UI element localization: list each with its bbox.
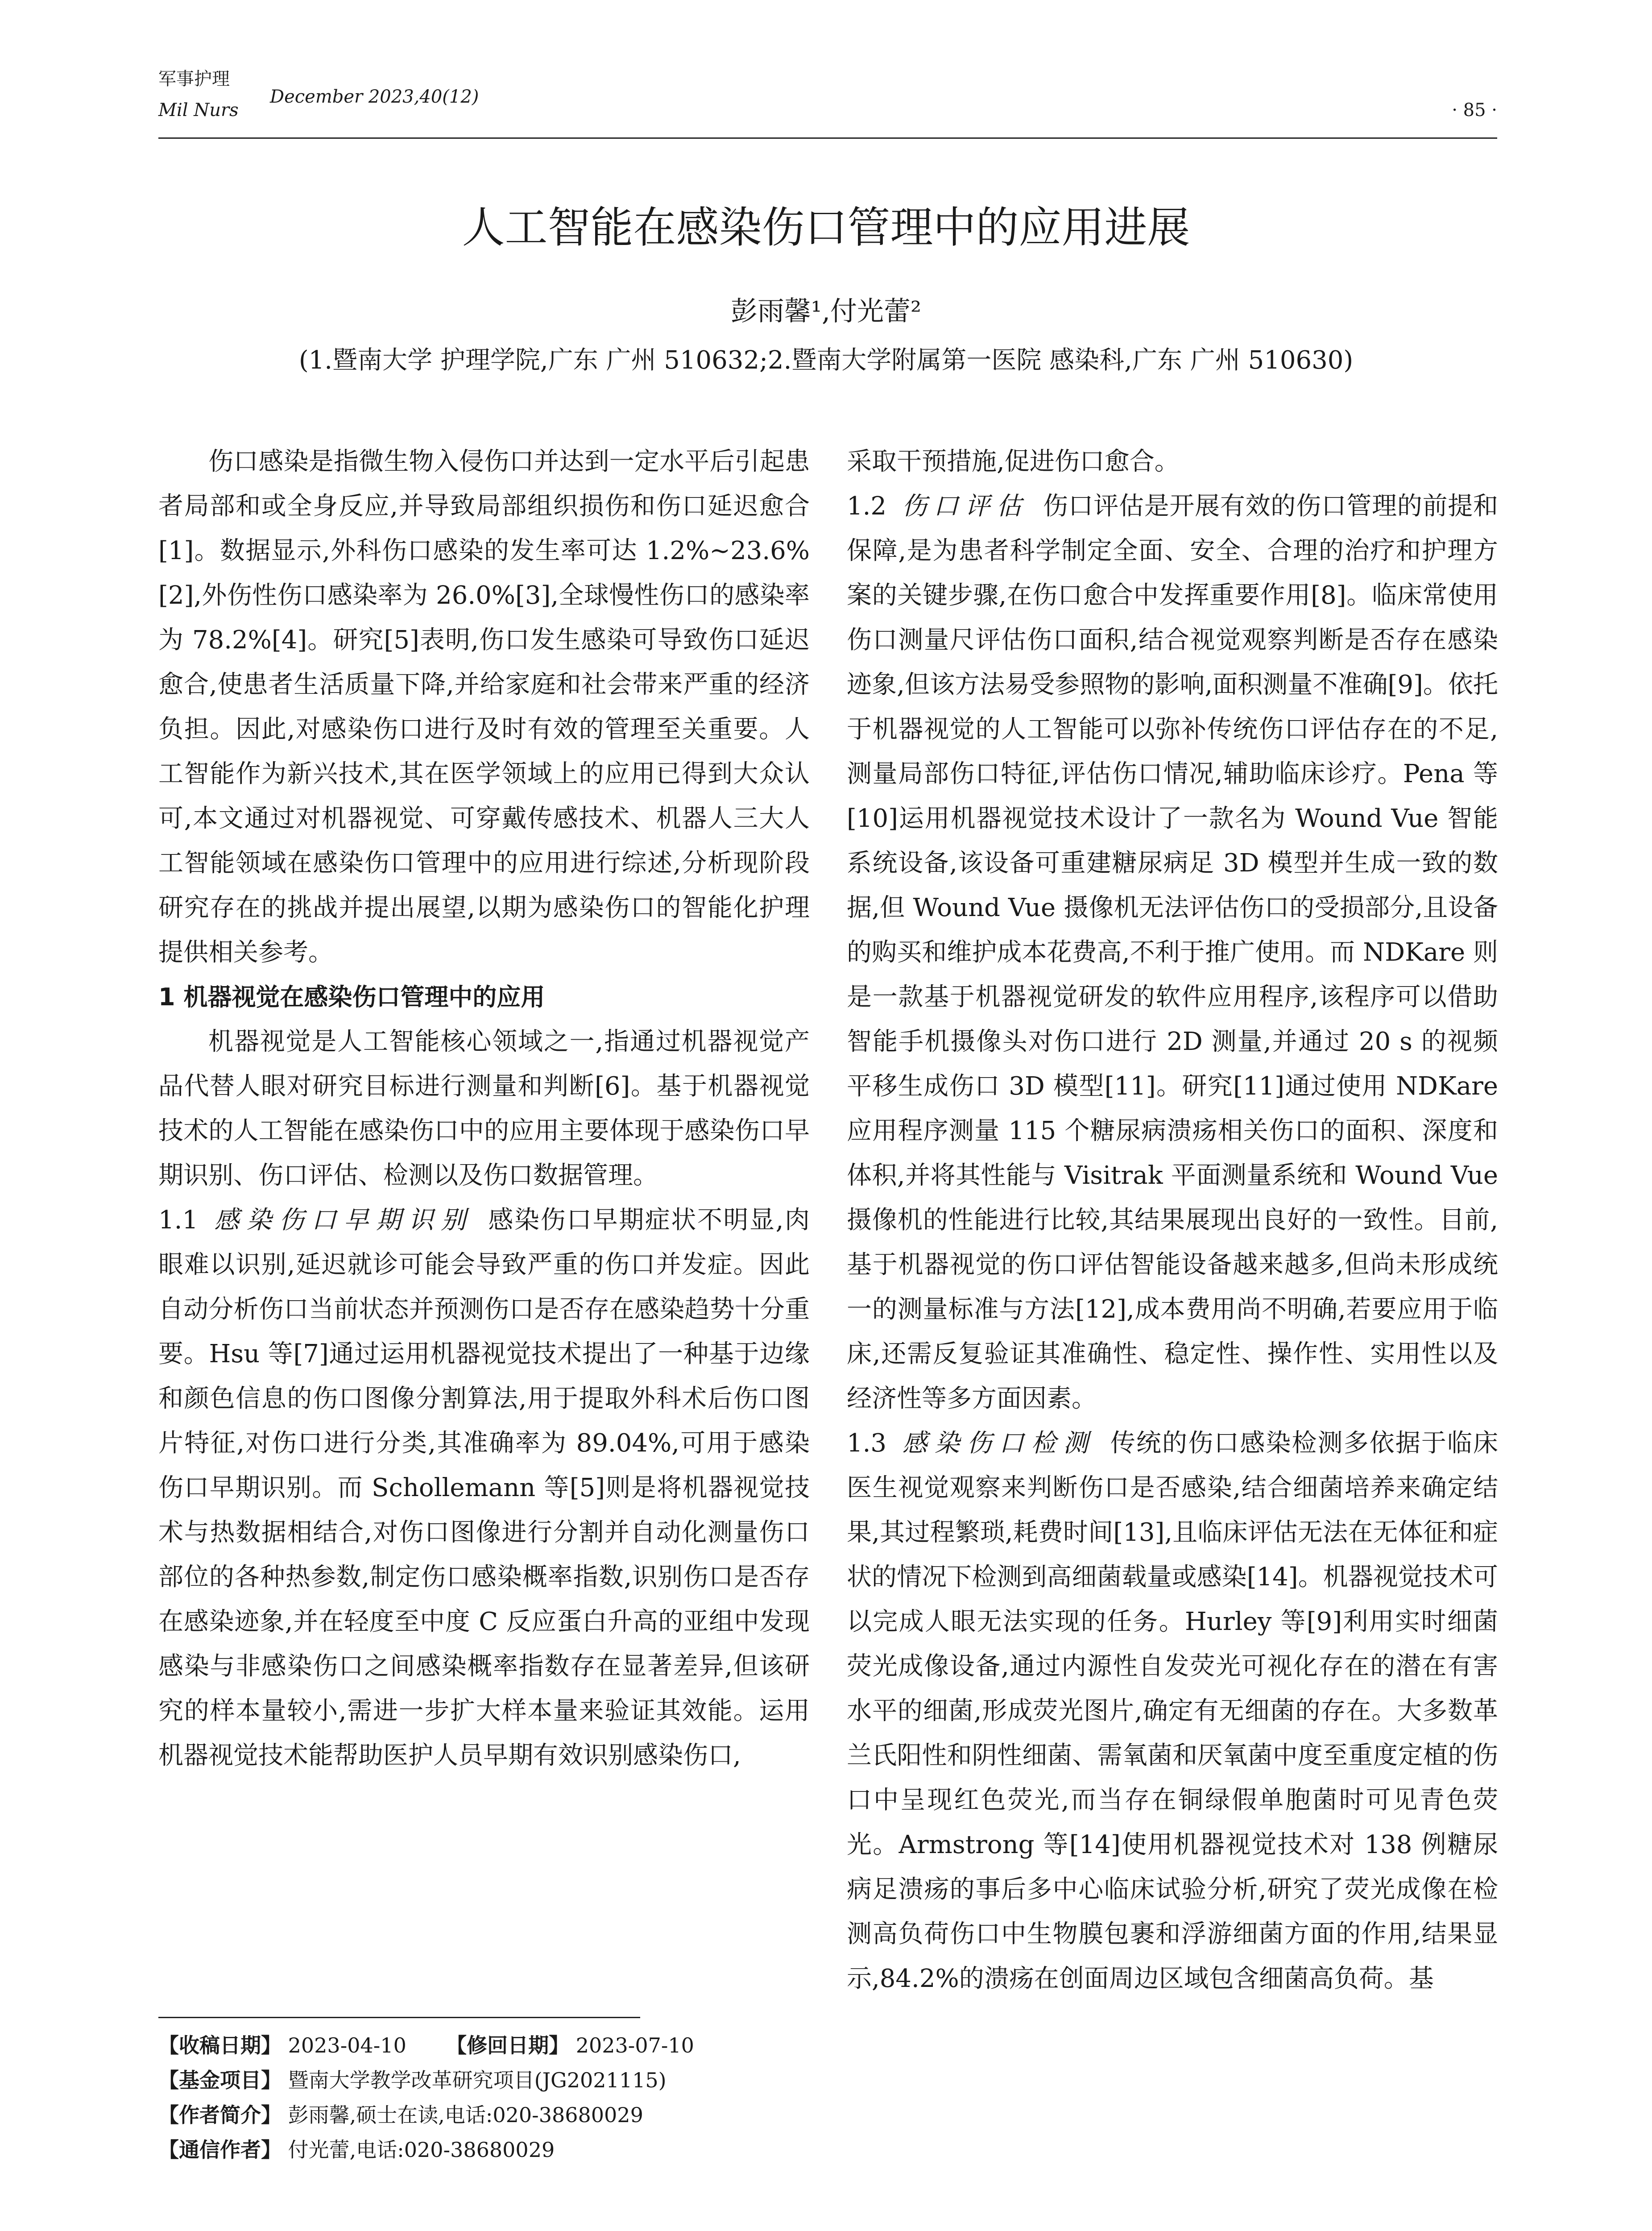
section-1-paragraph: 机器视觉是人工智能核心领域之一,指通过机器视觉产品代替人眼对研究目标进行测量和判断[6]。基于机器视觉技术的人工智能在感染伤口中的应用主要体现于感染伤口早期识别、伤口评估、检测以及伤口数据管理。: [158, 1027, 810, 1190]
revised-label: 【修回日期】: [446, 2033, 570, 2057]
dates-row: [158, 2028, 819, 2063]
intro-paragraph: 伤口感染是指微生物入侵伤口并达到一定水平后引起患者局部和或全身反应,并导致局部组织损伤和伤口延迟愈合[1]。数据显示,外科伤口感染的发生率可达 1.2%~23.6%[2],外伤性伤口感染率为 26.0%[3],全球慢性伤口的感染率为 78.2%[4]。研究[5]表明,伤口发生感染可导致伤口延迟愈合,使患者生活质量下降,并给家庭和社会带来严重的经济负担。因此,对感染伤口进行及时有效的管理至关重要。人工智能作为新兴技术,其在医学领域上的应用已得到大众认可,本文通过对机器视觉、可穿戴传感技术、机器人三大人工智能领域在感染伤口管理中的应用进行综述,分析现阶段研究存在的挑战并提出展望,以期为感染伤口的智能化护理提供相关参考。: [158, 447, 810, 967]
affiliations: (1.暨南大学 护理学院,广东 广州 510632;2.暨南大学附属第一医院 感染科,广东 广州 510630): [298, 346, 1354, 375]
subsection-1-2-text: 伤口评估是开展有效的伤口管理的前提和保障,是为患者科学制定全面、安全、合理的治疗和护理方案的关键步骤,在伤口愈合中发挥重要作用[8]。临床常使用伤口测量尺评估伤口面积,结合视觉观察判断是否存在感染迹象,但该方法易受参照物的影响,面积测量不准确[9]。依托于机器视觉的人工智能可以弥补传统伤口评估存在的不足,测量局部伤口特征,评估伤口情况,辅助临床诊疗。Pena 等[10]运用机器视觉技术设计了一款名为 Wound Vue 智能系统设备,该设备可重建糖尿病足 3D 模型并生成一致的数据,但 Wound Vue 摄像机无法评估伤口的受损部分,且设备的购买和维护成本花费高,不利于推广使用。而 NDKare 则是一款基于机器视觉研发的软件应用程序,该程序可以借助智能手机摄像头对伤口进行 2D 测量,并通过 20 s 的视频平移生成伤口 3D 模型[11]。研究[11]通过使用 NDKare 应用程序测量 115 个糖尿病溃疡相关伤口的面积、深度和体积,并将其性能与 Visitrak 平面测量系统和 Wound Vue 摄像机的性能进行比较,其结果展现出良好的一致性。目前,基于机器视觉的伤口评估智能设备越来越多,但尚未形成统一的测量标准与方法[12],成本费用尚不明确,若要应用于临床,还需反复验证其准确性、稳定性、操作性、实用性以及经济性等多方面因素。: [847, 492, 1499, 1413]
footnote-block: [158, 2028, 819, 2167]
author-list: 彭雨馨¹,付光蕾²: [730, 296, 922, 327]
subsection-1-3-number: 1.3: [847, 1429, 887, 1458]
corresponding-text: 付光蕾,电话:020-38680029: [288, 2138, 555, 2162]
journal-name-en: Mil Nurs: [158, 100, 239, 120]
corresponding-label: 【通信作者】: [158, 2138, 282, 2162]
left-column: [158, 440, 810, 1778]
subsection-1-1-text: 感染伤口早期症状不明显,肉眼难以识别,延迟就诊可能会导致严重的伤口并发症。因此自动分析伤口当前状态并预测伤口是否存在感染趋势十分重要。Hsu 等[7]通过运用机器视觉技术提出了一种基于边缘和颜色信息的伤口图像分割算法,用于提取外科术后伤口图片特征,对伤口进行分类,其准确率为 89.04%,可用于感染伤口早期识别。而 Schollemann 等[5]则是将机器视觉技术与热数据相结合,对伤口图像进行分割并自动化测量伤口部位的各种热参数,制定伤口感染概率指数,识别伤口是否存在感染迹象,并在轻度至中度 C 反应蛋白升高的亚组中发现感染与非感染伤口之间感染概率指数存在显著差异,但该研究的样本量较小,需进一步扩大样本量来验证其效能。运用机器视觉技术能帮助医护人员早期有效识别感染伤口,: [158, 1206, 810, 1770]
subsection-1-3: [847, 1421, 1498, 2001]
subsection-1-1-title: 感染伤口早期识别: [213, 1206, 473, 1235]
subsection-1-2-title: 伤口评估: [901, 492, 1028, 521]
right-column: [847, 440, 1498, 2001]
continued-paragraph: 采取干预措施,促进伤口愈合。: [847, 447, 1180, 476]
fund-label: 【基金项目】: [158, 2068, 282, 2092]
header-rule: [158, 137, 1497, 139]
subsection-1-1: [158, 1198, 810, 1778]
subsection-1-3-title: 感染伤口检测: [901, 1429, 1096, 1458]
footnote-rule: [158, 2017, 640, 2018]
issue-info: December 2023,40(12): [270, 87, 479, 107]
author-bio-row: [158, 2098, 819, 2132]
author-bio-label: 【作者简介】: [158, 2103, 282, 2127]
corresponding-row: [158, 2132, 819, 2167]
subsection-1-3-text: 传统的伤口感染检测多依据于临床医生视觉观察来判断伤口是否感染,结合细菌培养来确定结果,其过程繁琐,耗费时间[13],且临床评估无法在无体征和症状的情况下检测到高细菌载量或感染[14]。机器视觉技术可以完成人眼无法实现的任务。Hurley 等[9]利用实时细菌荧光成像设备,通过内源性自发荧光可视化存在的潜在有害水平的细菌,形成荧光图片,确定有无细菌的存在。大多数革兰氏阳性和阴性细菌、需氧菌和厌氧菌中度至重度定植的伤口中呈现红色荧光,而当存在铜绿假单胞菌时可见青色荧光。Armstrong 等[14]使用机器视觉技术对 138 例糖尿病足溃疡的事后多中心临床试验分析,研究了荧光成像在检测高负荷伤口中生物膜包裹和浮游细菌方面的作用,结果显示,84.2%的溃疡在创面周边区域包含细菌高负荷。基: [847, 1429, 1499, 1993]
page-number: · 85 ·: [1452, 100, 1497, 120]
subsection-1-2: [847, 484, 1498, 1421]
received-date: 2023-04-10: [288, 2033, 406, 2057]
section-1-heading: 1 机器视觉在感染伤口管理中的应用: [158, 983, 545, 1011]
received-label: 【收稿日期】: [158, 2033, 282, 2057]
author-bio-text: 彭雨馨,硕士在读,电话:020-38680029: [288, 2103, 643, 2127]
subsection-1-2-number: 1.2: [847, 492, 887, 521]
subsection-1-1-number: 1.1: [158, 1206, 199, 1235]
fund-text: 暨南大学教学改革研究项目(JG2021115): [288, 2068, 667, 2092]
article-title: 人工智能在感染伤口管理中的应用进展: [462, 203, 1190, 253]
journal-name-cn: 军事护理: [158, 69, 230, 89]
fund-row: [158, 2063, 819, 2098]
revised-date: 2023-07-10: [576, 2033, 694, 2057]
